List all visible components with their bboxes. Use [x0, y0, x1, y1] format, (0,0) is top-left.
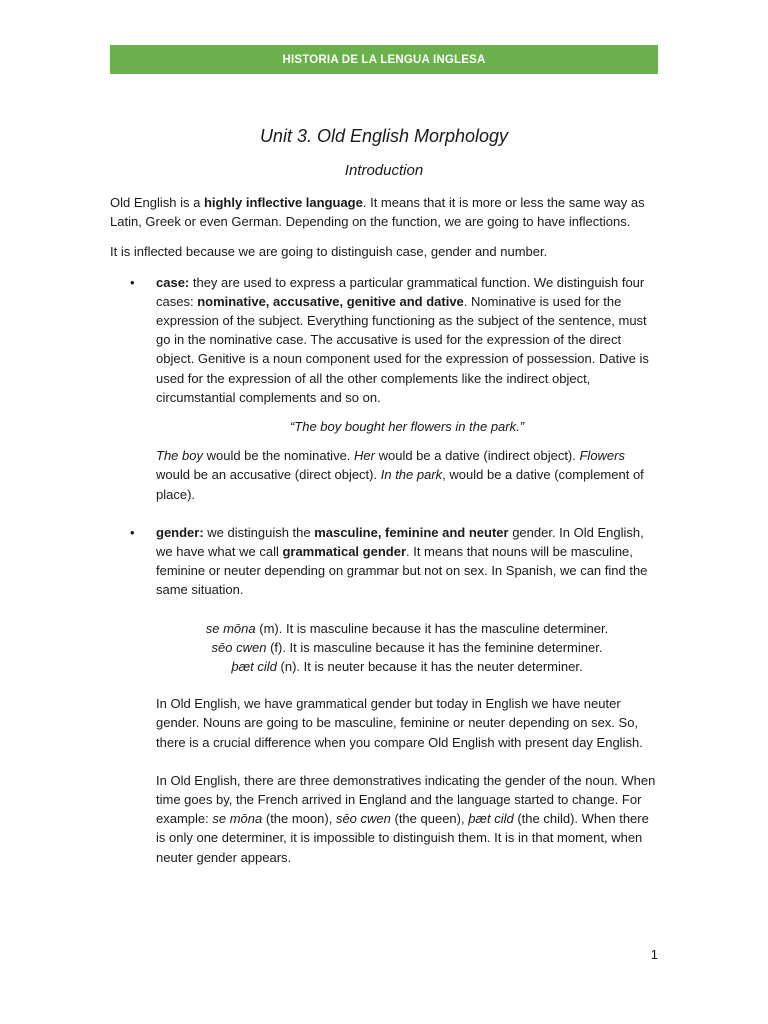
italic-run: In the park [380, 467, 443, 483]
text-run: , would be a dative (complement of place). [156, 467, 644, 502]
section-heading: Introduction [344, 162, 424, 179]
text-run: . It means that nouns will be masculine, feminine or neuter depending on grammar but not on sex. In Spanish, we can find the same situation. [156, 544, 648, 598]
text-run: (the moon), [262, 811, 336, 827]
text-run: Old English is a [110, 195, 204, 210]
example-quote: “The boy bought her flowers in the park.” [289, 419, 525, 435]
bullet-icon: • [130, 274, 135, 290]
case-definition [156, 273, 658, 407]
document-body [110, 193, 658, 867]
text-run: we distinguish the [203, 524, 315, 540]
gender-definition [156, 523, 658, 600]
term-label: case: [156, 274, 190, 290]
case-explanation [156, 446, 658, 504]
bold-run: grammatical gender [282, 544, 406, 560]
italic-run: The boy [156, 448, 203, 464]
italic-run: þæt cild [468, 811, 514, 827]
term-label: gender: [156, 524, 204, 540]
list-item-gender [110, 523, 658, 600]
text-run: . Nominative is used for the expression of the subject. Everything functioning as the subject of the sentence, must go in the nominative case. The accusative is used for the expression of the direct object. Genitive is a noun component used for the expression of possession. Dative is used for the expression of all the other complements like the indirect object, circumstantial complements and so on. [156, 293, 649, 405]
paragraph-inflection: It is inflected because we are going to distinguish case, gender and number. [110, 244, 548, 260]
bold-run: nominative, accusative, genitive and dative [197, 293, 464, 309]
page-number: 1 [650, 947, 658, 962]
gender-examples [110, 619, 658, 677]
text-run: In Old English, there are three demonstratives indicating the gender of the noun. When time goes by, the French arrived in England and the language started to change. For example: [156, 772, 656, 827]
example-word: sēo cwen [211, 639, 267, 655]
bullet-icon: • [130, 524, 135, 540]
example-text: (m). It is masculine because it has the masculine determiner. [255, 620, 609, 636]
text-run: (the queen), [390, 811, 469, 827]
document-title: Unit 3. Old English Morphology [259, 126, 509, 146]
text-run: they are used to express a particular grammatical function. We distinguish four cases: [156, 274, 645, 309]
header-banner [110, 45, 658, 74]
italic-run: Her [354, 448, 375, 464]
text-run: . It means that it is more or less the same way as Latin, Greek or even German. Depending on the function, we are going to have inflections. [110, 195, 645, 230]
paragraph-intro [110, 193, 658, 231]
text-run: (the child). When there is only one determiner, it is impossible to distinguish them. It is in that moment, when neuter gender appears. [156, 811, 649, 865]
italic-run: se mōna [212, 811, 263, 827]
paragraph-demonstratives [110, 771, 658, 867]
text-run: gender. In Old English, we have what we call [156, 524, 644, 560]
text-run: would be a dative (indirect object). [374, 448, 580, 464]
paragraph-gender-today: In Old English, we have grammatical gender but today in English we have neuter gender. Nouns are going to be masculine, feminine or neuter depending on sex. So, there is a crucial difference when you compare Old English with present day English. [156, 696, 643, 750]
text-run: would be the nominative. [202, 448, 355, 464]
example-word: þæt cild [231, 659, 277, 675]
text-run: would be an accusative (direct object). [156, 467, 381, 483]
header-title: HISTORIA DE LA LENGUA INGLESA [282, 53, 486, 66]
example-text: (n). It is neuter because it has the neuter determiner. [276, 659, 583, 675]
example-text: (f). It is masculine because it has the feminine determiner. [266, 639, 603, 655]
example-word: se mōna [205, 620, 256, 636]
italic-run: Flowers [579, 448, 625, 464]
italic-run: sēo cwen [335, 811, 391, 827]
bold-run: highly inflective language [203, 195, 363, 210]
list-item-case [110, 273, 658, 504]
bold-run: masculine, feminine and neuter [314, 524, 509, 540]
